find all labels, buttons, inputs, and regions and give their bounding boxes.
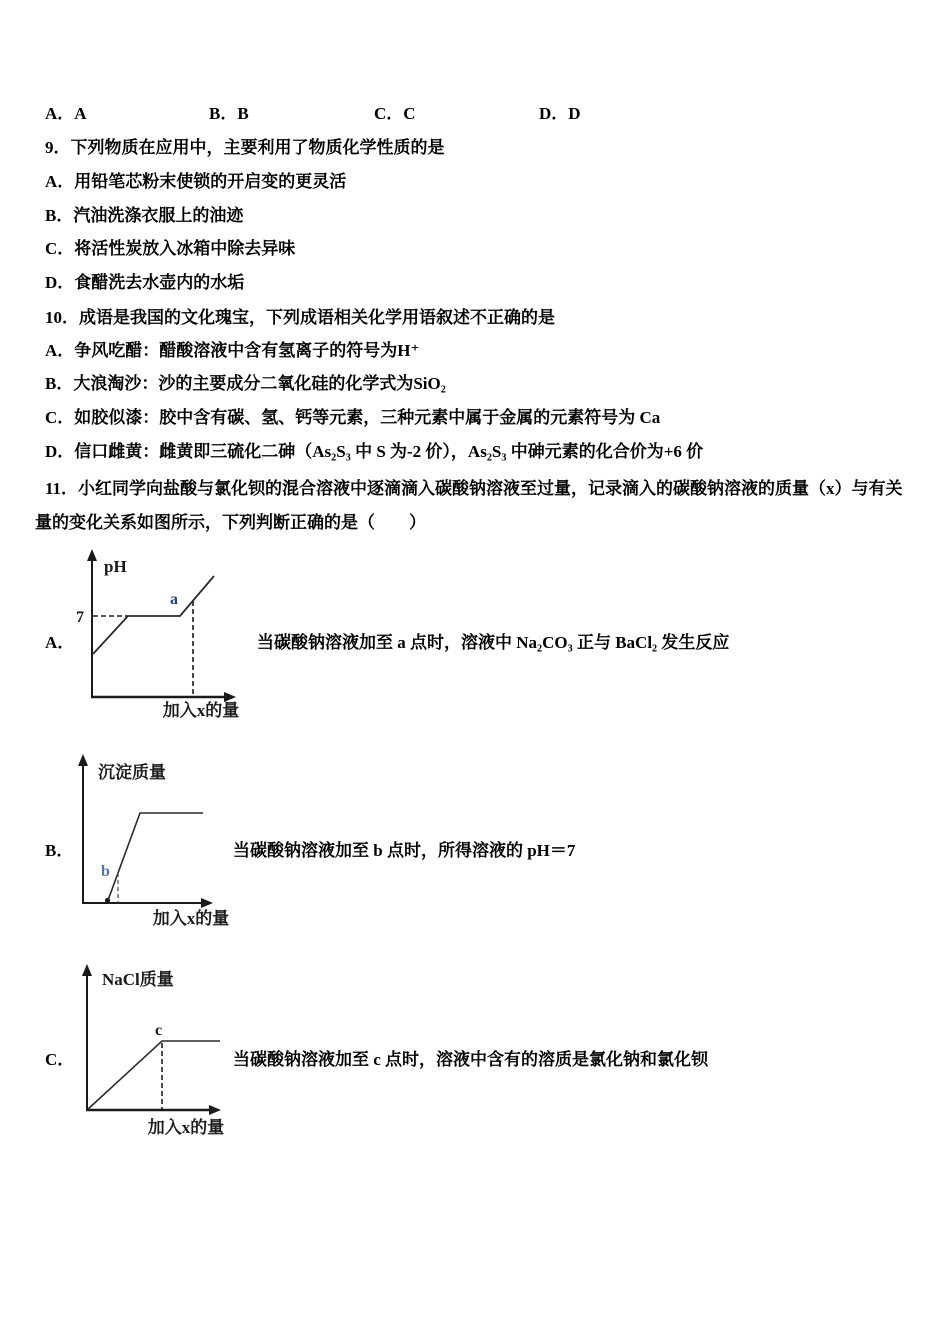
chart-b-ylabel: 沉淀质量 xyxy=(98,763,166,782)
q9-option-a: A．用铅笔芯粉末使锁的开启变的更灵活 xyxy=(45,172,347,191)
q11-option-c-desc: 当碳酸钠溶液加至 c 点时，溶液中含有的溶质是氯化钠和氯化钡 xyxy=(233,1050,709,1069)
chart-c-ylabel: NaCl质量 xyxy=(102,970,174,989)
chart-ph-vs-x xyxy=(68,548,253,725)
q10-option-c: C．如胶似漆：胶中含有碳、氢、钙等元素，三种元素中属于金属的元素符号为 Ca xyxy=(45,408,661,427)
answer-choice-c: C．C xyxy=(374,104,416,123)
chart-a-ytick-7: 7 xyxy=(76,609,84,626)
q10-stem: 10．成语是我国的文化瑰宝，下列成语相关化学用语叙述不正确的是 xyxy=(45,308,555,327)
q11-option-a-desc: 当碳酸钠溶液加至 a 点时，溶液中 Na₂CO₃ 正与 BaCl₂ 发生反应 xyxy=(257,633,730,652)
answer-choice-b: B．B xyxy=(209,104,249,123)
chart-a-point-label: a xyxy=(170,591,178,608)
chart-c-x-arrow-icon xyxy=(209,1105,221,1115)
q10-option-a: A．争风吃醋：醋酸溶液中含有氢离子的符号为H⁺ xyxy=(45,341,420,360)
chart-b-x-arrow-icon xyxy=(201,898,213,908)
q11-option-a-letter: A． xyxy=(45,633,75,652)
chart-b-point-label: b xyxy=(101,863,110,880)
chart-nacl-vs-x xyxy=(72,963,252,1148)
q9-option-b: B．汽油洗涤衣服上的油迹 xyxy=(45,206,244,225)
chart-b-curve-start-dot xyxy=(105,898,110,903)
q11-stem-line1: 11．小红同学向盐酸与氯化钡的混合溶液中逐滴滴入碳酸钠溶液至过量，记录滴入的碳酸钠溶液的质量（x）与有关 xyxy=(45,479,903,498)
chart-a-curve xyxy=(93,576,214,654)
q10-option-b: B．大浪淘沙：沙的主要成分二氧化硅的化学式为SiO₂ xyxy=(45,374,446,393)
q11-option-b-desc: 当碳酸钠溶液加至 b 点时，所得溶液的 pH＝7 xyxy=(233,841,576,860)
chart-b-curve xyxy=(107,813,203,903)
q11-option-c-letter: C． xyxy=(45,1050,75,1069)
chart-a-y-arrow-icon xyxy=(87,549,97,561)
chart-precipitate-vs-x xyxy=(72,753,247,938)
q11-stem-line2: 量的变化关系如图所示，下列判断正确的是（ ） xyxy=(35,513,426,532)
chart-c-curve xyxy=(87,1041,220,1110)
q9-option-d: D．食醋洗去水壶内的水垢 xyxy=(45,273,245,292)
q11-option-b-letter: B． xyxy=(45,841,74,860)
chart-b-y-arrow-icon xyxy=(78,754,88,766)
chart-c-point-label: c xyxy=(155,1022,163,1039)
answer-choice-a: A．A xyxy=(45,104,87,123)
chart-c-y-arrow-icon xyxy=(82,964,92,976)
q10-option-d: D．信口雌黄：雌黄即三硫化二砷（As₂S₃ 中 S 为-2 价），As₂S₃ 中砷元素的化合价为+6 价 xyxy=(45,442,704,461)
chart-c-xlabel: 加入x的量 xyxy=(147,1118,225,1137)
chart-a-xlabel: 加入x的量 xyxy=(162,701,240,720)
chart-b-xlabel: 加入x的量 xyxy=(152,909,230,928)
answer-choice-d: D．D xyxy=(539,104,581,123)
chart-a-ylabel: pH xyxy=(104,557,127,576)
q9-option-c: C．将活性炭放入冰箱中除去异味 xyxy=(45,239,296,258)
q9-stem: 9．下列物质在应用中，主要利用了物质化学性质的是 xyxy=(45,138,445,157)
